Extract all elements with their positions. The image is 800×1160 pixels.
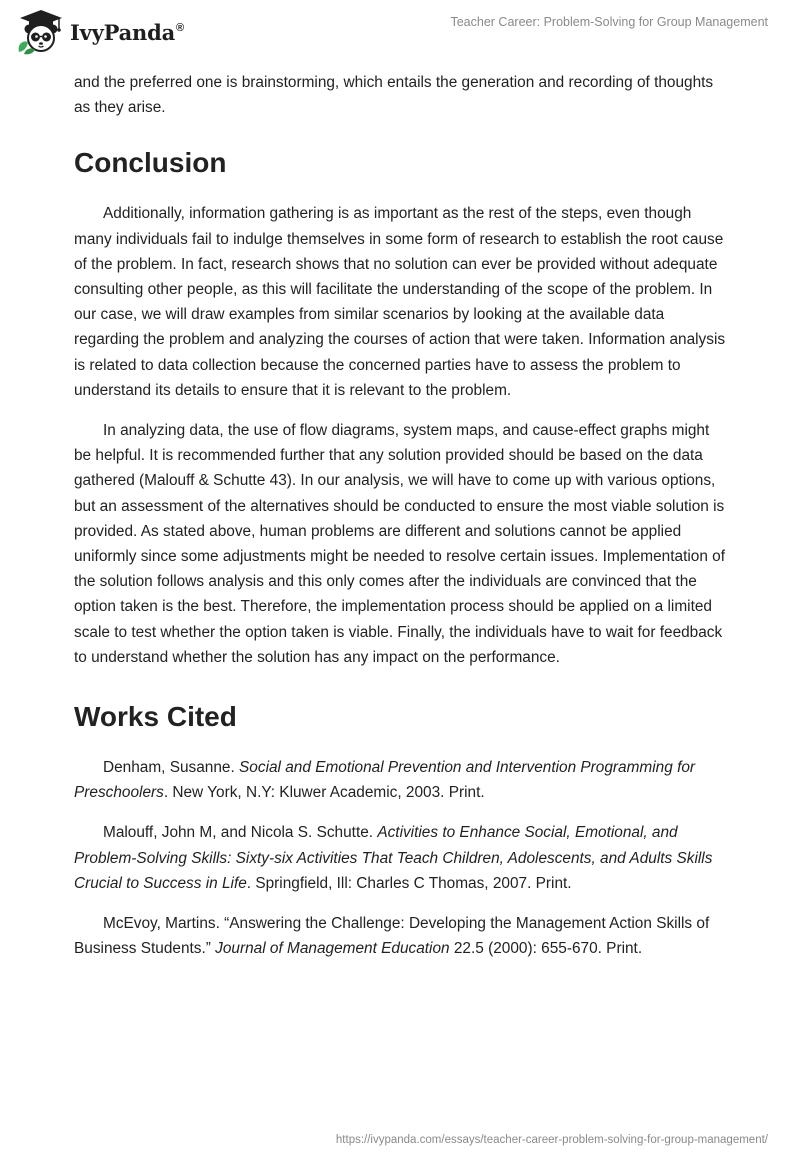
registered-mark: ® <box>176 21 184 34</box>
works-cited-heading: Works Cited <box>74 701 237 733</box>
reference-title: Journal of Management Education <box>215 940 450 958</box>
essay-content <box>74 70 729 976</box>
conclusion-heading: Conclusion <box>74 147 227 179</box>
reference-entry <box>74 820 729 896</box>
brand-name: IvyPanda® <box>70 19 184 45</box>
reference-entry <box>74 755 729 805</box>
ivypanda-logo[interactable] <box>14 7 184 55</box>
reference-author: Malouff, John M, and Nicola S. Schutte. <box>103 824 378 842</box>
intro-paragraph: and the preferred one is brainstorming, which entails the generation and recording of thoughts as they arise. <box>74 74 714 117</box>
conclusion-paragraph: Additionally, information gathering is as important as the rest of the steps, even though many individuals fail to indulge themselves in some form of research to establish the root cause of the problem. In fact, research shows that no solution can ever be provided without adequate consulting other people, as this will facilitate the understanding of the scope of the problem. In our case, we will draw examples from similar scenarios by looking at the available data regarding the problem and analyzing the courses of action that were taken. Information analysis is related to data collection because the concerned parties have to assess the problem to understand its details to ensure that it is relevant to the problem. <box>74 205 726 399</box>
reference-details: . Springfield, Ill: Charles C Thomas, 2007. Print. <box>246 874 572 892</box>
reference-details: 22.5 (2000): 655-670. Print. <box>449 940 643 958</box>
running-title: Teacher Career: Problem-Solving for Group Management <box>450 15 768 29</box>
reference-title: Activities to Enhance Social, Emotional, and Problem-Solving Skills: Sixty-six Activities That Teach Children, Adolescents, and Adults Skills Crucial to Success in Life <box>74 824 713 892</box>
reference-title: Social and Emotional Prevention and Intervention Programming for Preschoolers <box>74 759 696 802</box>
conclusion-paragraph: In analyzing data, the use of flow diagrams, system maps, and cause-effect graphs might be helpful. It is recommended further that any solution provided should be based on the data gathered (Malouff & Schutte 43). In our analysis, we will have to come up with various options, but an assessment of the alternatives should be conducted to ensure the most viable solution is provided. As stated above, human problems are different and solutions cannot be applied uniformly since some adjustments might be needed to resolve certain issues. Implementation of the solution follows analysis and this only comes after the individuals are convinced that the option taken is the best. Therefore, the implementation process should be applied on a limited scale to test whether the option taken is viable. Finally, the individuals have to wait for feedback to understand whether the solution has any impact on the performance. <box>74 422 726 666</box>
reference-author: McEvoy, Martins. “Answering the Challenge: Developing the Management Action Skills of Business Students.” <box>74 915 710 958</box>
panda-graduate-icon <box>14 7 66 55</box>
source-url[interactable]: https://ivypanda.com/essays/teacher-career-problem-solving-for-group-management/ <box>335 1134 768 1146</box>
reference-author: Denham, Susanne. <box>103 759 240 777</box>
page-header <box>0 0 800 62</box>
reference-details: . New York, N.Y: Kluwer Academic, 2003. Print. <box>163 784 485 802</box>
reference-entry <box>74 911 729 961</box>
